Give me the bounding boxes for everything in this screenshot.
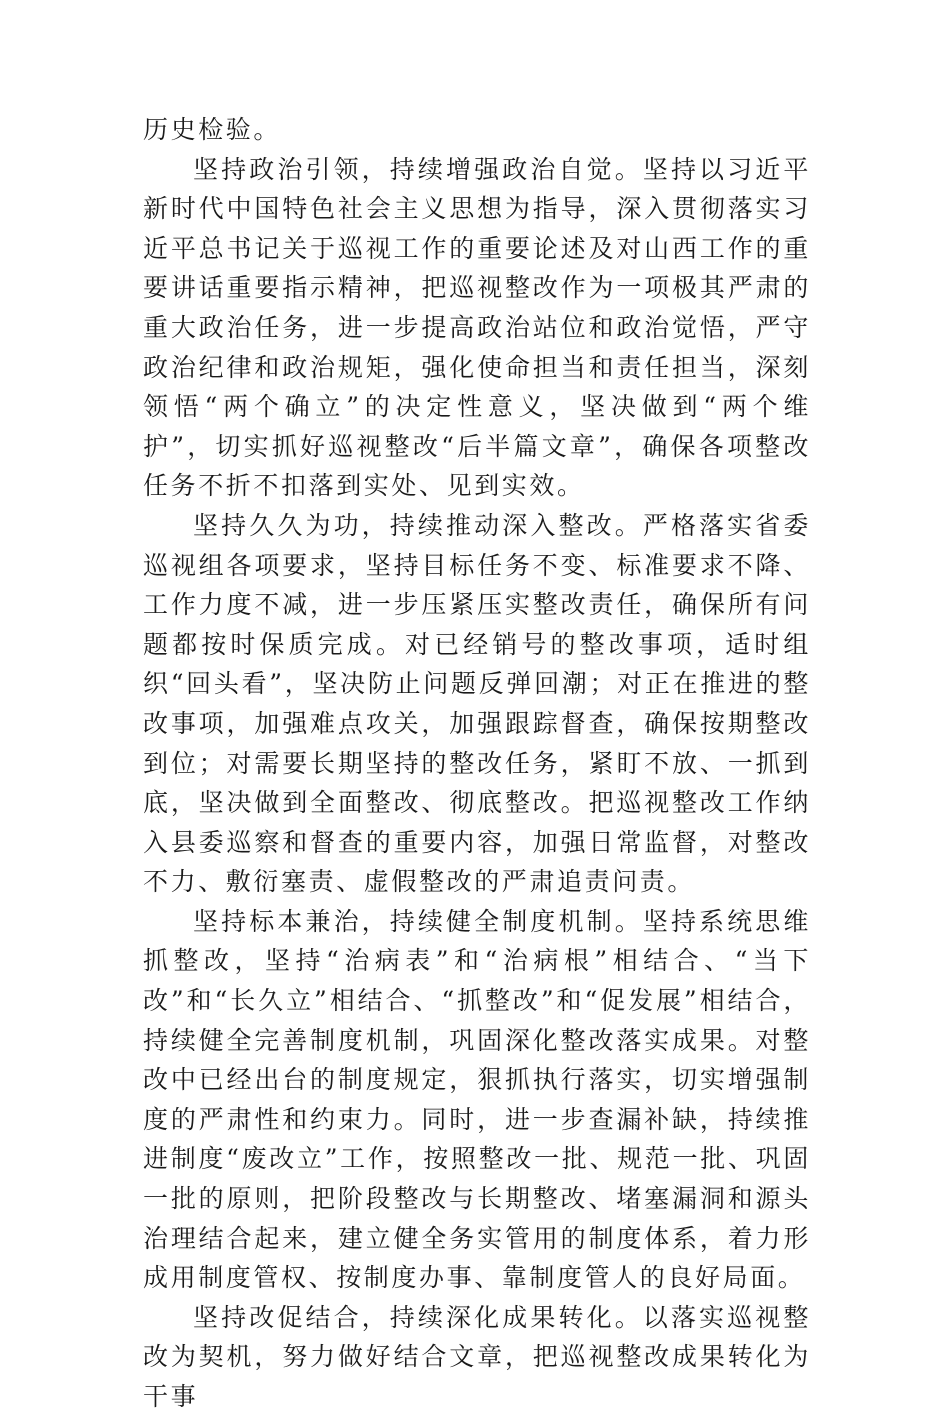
paragraph-sustained-rectification: 坚持久久为功，持续推动深入整改。严格落实省委巡视组各项要求，坚持目标任务不变、标准要求不降、工作力度不减，进一步压紧压实整改责任，确保所有问题都按时保质完成。对已经销号的整改事项，适时组织“回头看”，坚决防止问题反弹回潮；对正在推进的整改事项，加强难点攻关，加强跟踪督查，确保按期整改到位；对需要长期坚持的整改任务，紧盯不放、一抓到底，坚决做到全面整改、彻底整改。把巡视整改工作纳入县委巡察和督查的重要内容，加强日常监督，对整改不力、敷衍塞责、虚假整改的严肃追责问责。 [143, 510, 811, 897]
paragraph-political-leadership: 坚持政治引领，持续增强政治自觉。坚持以习近平新时代中国特色社会主义思想为指导，深入贯彻落实习近平总书记关于巡视工作的重要论述及对山西工作的重要讲话重要指示精神，把巡视整改作为一项极其严肃的重大政治任务，进一步提高政治站位和政治觉悟，严守政治纪律和政治规矩，强化使命担当和责任担当，深刻领悟“两个确立”的决定性意义，坚决做到“两个维护”，切实抓好巡视整改“后半篇文章”，确保各项整改任务不折不扣落到实处、见到实效。 [143, 154, 811, 501]
paragraph-results-transformation: 坚持改促结合，持续深化成果转化。以落实巡视整改为契机，努力做好结合文章，把巡视整改成果转化为干事 [143, 1302, 811, 1411]
paragraph-continuation: 历史检验。 [143, 115, 282, 144]
document-body [143, 110, 811, 1417]
paragraph-institutional-mechanisms: 坚持标本兼治，持续健全制度机制。坚持系统思维抓整改，坚持“治病表”和“治病根”相结合、“当下改”和“长久立”相结合、“抓整改”和“促发展”相结合，持续健全完善制度机制，巩固深化整改落实成果。对整改中已经出台的制度规定，狠抓执行落实，切实增强制度的严肃性和约束力。同时，进一步查漏补缺，持续推进制度“废改立”工作，按照整改一批、规范一批、巩固一批的原则，把阶段整改与长期整改、堵塞漏洞和源头治理结合起来，建立健全务实管用的制度体系，着力形成用制度管权、按制度办事、靠制度管人的良好局面。 [143, 906, 811, 1293]
